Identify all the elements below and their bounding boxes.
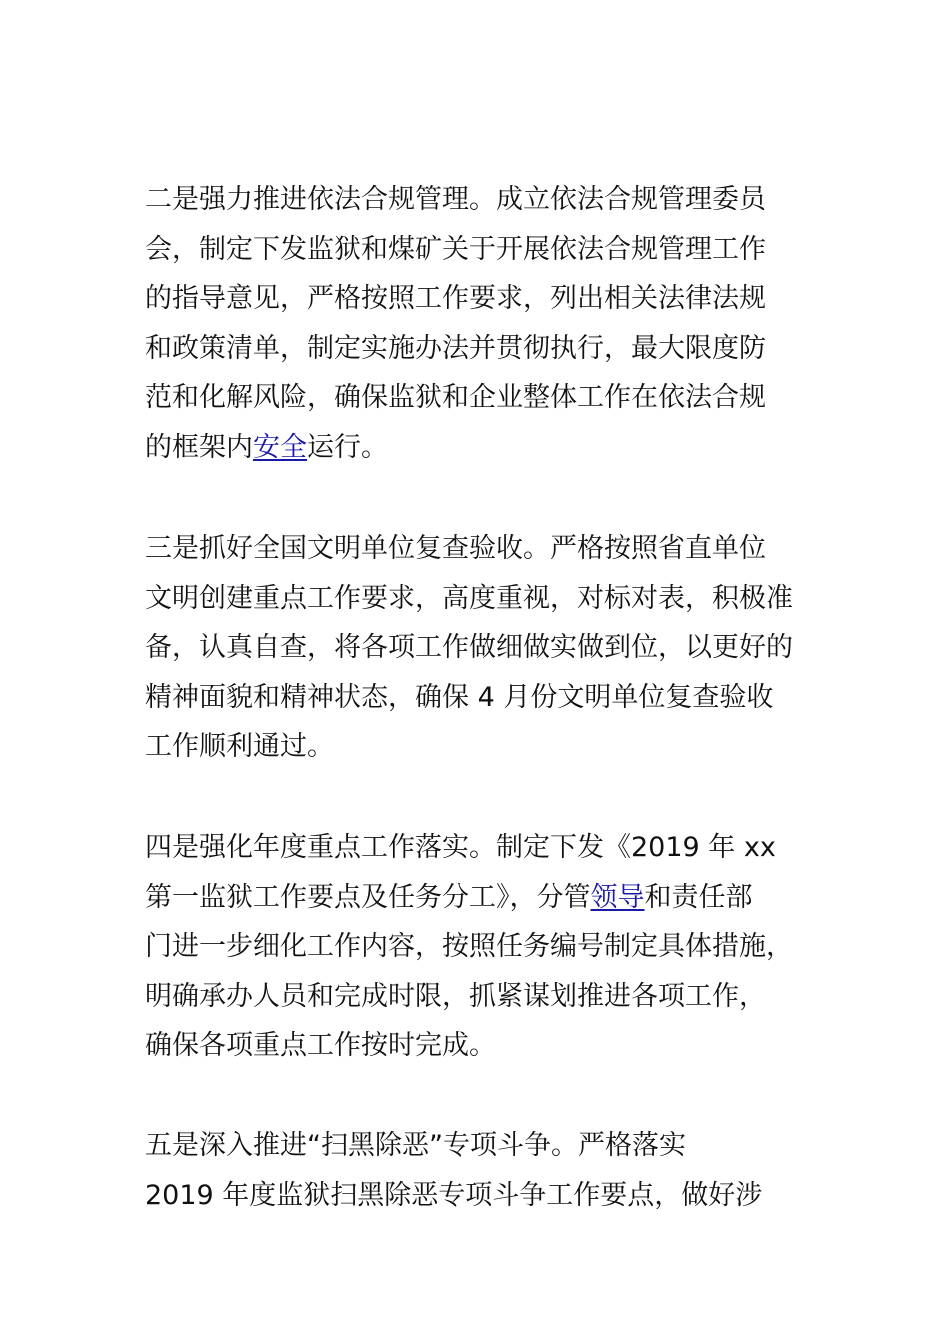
paragraph-5 bbox=[145, 1121, 835, 1220]
paragraph-line: 备，认真自查，将各项工作做细做实做到位，以更好的 bbox=[145, 632, 793, 663]
link-anquan[interactable]: 安全 bbox=[253, 431, 307, 463]
paragraph-line: 工作顺利通过。 bbox=[145, 731, 334, 762]
paragraph-line: 三是抓好全国文明单位复查验收。严格按照省直单位 bbox=[145, 533, 766, 564]
paragraph-3 bbox=[145, 524, 835, 772]
paragraph-line: 文明创建重点工作要求，高度重视，对标对表，积极准 bbox=[145, 582, 793, 614]
paragraph-line bbox=[145, 423, 835, 473]
paragraph-line: 范和化解风险，确保监狱和企业整体工作在依法合规 bbox=[145, 382, 766, 413]
paragraph-text: 和责任部 bbox=[644, 881, 753, 913]
paragraph-line: 精神面貌和精神状态，确保 4 月份文明单位复查验收 bbox=[145, 681, 774, 713]
paragraph-line: 2019 年度监狱扫黑除恶专项斗争工作要点，做好涉 bbox=[145, 1179, 763, 1211]
paragraph-2 bbox=[145, 175, 835, 472]
paragraph-line: 的指导意见，严格按照工作要求，列出相关法律法规 bbox=[145, 283, 766, 314]
paragraph-line: 五是深入推进“扫黑除恶”专项斗争。严格落实 bbox=[145, 1130, 686, 1161]
paragraph-text: 的框架内 bbox=[145, 431, 253, 463]
paragraph-line: 和政策清单，制定实施办法并贯彻执行，最大限度防 bbox=[145, 332, 766, 364]
paragraph-line: 明确承办人员和完成时限，抓紧谋划推进各项工作， bbox=[145, 980, 766, 1012]
paragraph-line: 会，制定下发监狱和煤矿关于开展依法合规管理工作 bbox=[145, 233, 766, 265]
paragraph-line: 门进一步细化工作内容，按照任务编号制定具体措施， bbox=[145, 931, 793, 962]
paragraph-line: 确保各项重点工作按时完成。 bbox=[145, 1030, 496, 1061]
paragraph-4 bbox=[145, 823, 835, 1071]
paragraph-line bbox=[145, 873, 835, 923]
paragraph-text: 运行。 bbox=[307, 431, 388, 463]
paragraph-line: 四是强化年度重点工作落实。制定下发《2019 年 xx bbox=[145, 832, 776, 863]
link-lingdao[interactable]: 领导 bbox=[590, 881, 645, 913]
paragraph-line: 二是强力推进依法合规管理。成立依法合规管理委员 bbox=[145, 184, 766, 215]
paragraph-text: 第一监狱工作要点及任务分工》，分管 bbox=[145, 881, 591, 913]
